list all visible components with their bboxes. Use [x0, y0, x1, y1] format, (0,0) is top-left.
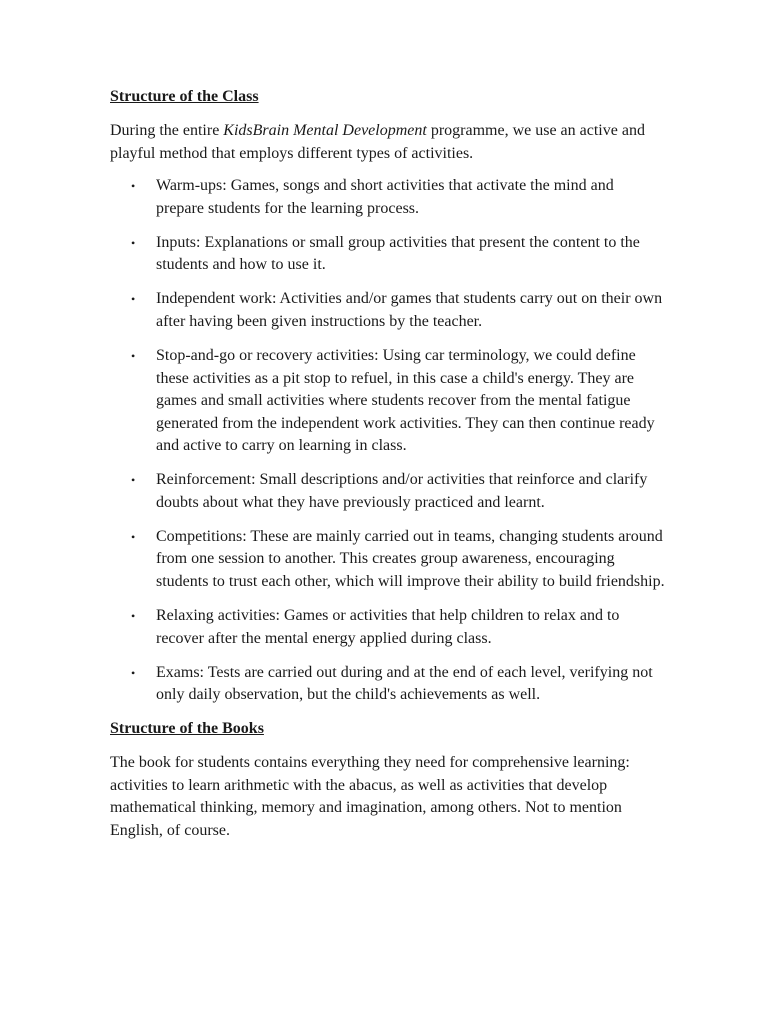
list-item — [110, 662, 665, 707]
list-item-text: Warm-ups: Games, songs and short activities that activate the mind and prepare students for the learning process. — [156, 177, 614, 217]
books-paragraph: The book for students contains everything they need for comprehensive learning: activities to learn arithmetic with the abacus, as well as activities that develop mathematical thinking, memory and imagination, among others. Not to mention English, of course. — [110, 754, 630, 839]
intro-text-start: During the entire — [110, 122, 224, 139]
list-item-text: Competitions: These are mainly carried out in teams, changing students around from one session to another. This creates group awareness, encouraging students to trust each other, which will improve their ability to build friendship. — [156, 527, 665, 591]
bullet-icon: • — [131, 235, 136, 250]
bullet-icon: • — [131, 348, 136, 363]
document-page — [110, 86, 665, 843]
activity-list — [110, 175, 665, 707]
bullet-icon: • — [131, 179, 136, 194]
list-item — [110, 526, 665, 594]
list-item — [110, 175, 665, 220]
bullet-icon: • — [131, 665, 136, 680]
list-item-text: Relaxing activities: Games or activities that help children to relax and to recover after the mental energy applied during class. — [156, 607, 620, 647]
list-item-text: Reinforcement: Small descriptions and/or activities that reinforce and clarify doubts about what they have previously practiced and learnt. — [156, 471, 648, 511]
list-item-text: Inputs: Explanations or small group activities that present the content to the students and how to use it. — [156, 233, 640, 274]
bullet-icon: • — [131, 473, 136, 488]
list-item-text: Stop-and-go or recovery activities: Using car terminology, we could define these activities as a pit stop to refuel, in this case a child's energy. They are games and small activities where students recover from the mental fatigue generated from the independent work activities. They can then continue ready and active to carry on learning in class. — [156, 346, 655, 455]
class-structure-heading: Structure of the Class — [110, 88, 259, 105]
books-structure-heading: Structure of the Books — [110, 720, 264, 738]
list-item — [110, 288, 665, 333]
list-item — [110, 469, 665, 514]
list-item — [110, 605, 665, 650]
bullet-icon: • — [131, 292, 136, 307]
programme-name: KidsBrain Mental Development — [223, 122, 427, 139]
bullet-icon: • — [131, 609, 136, 624]
class-intro-paragraph — [110, 120, 665, 165]
list-item — [110, 345, 665, 458]
list-item — [110, 232, 665, 277]
list-item-text: Independent work: Activities and/or games that students carry out on their own after having been given instructions by the teacher. — [156, 290, 663, 330]
list-item-text: Exams: Tests are carried out during and at the end of each level, verifying not only daily observation, but the child's achievements as well. — [156, 663, 653, 704]
bullet-icon: • — [131, 529, 136, 544]
intro-text-end: programme, we use an active and playful method that employs different types of activities. — [110, 122, 645, 162]
